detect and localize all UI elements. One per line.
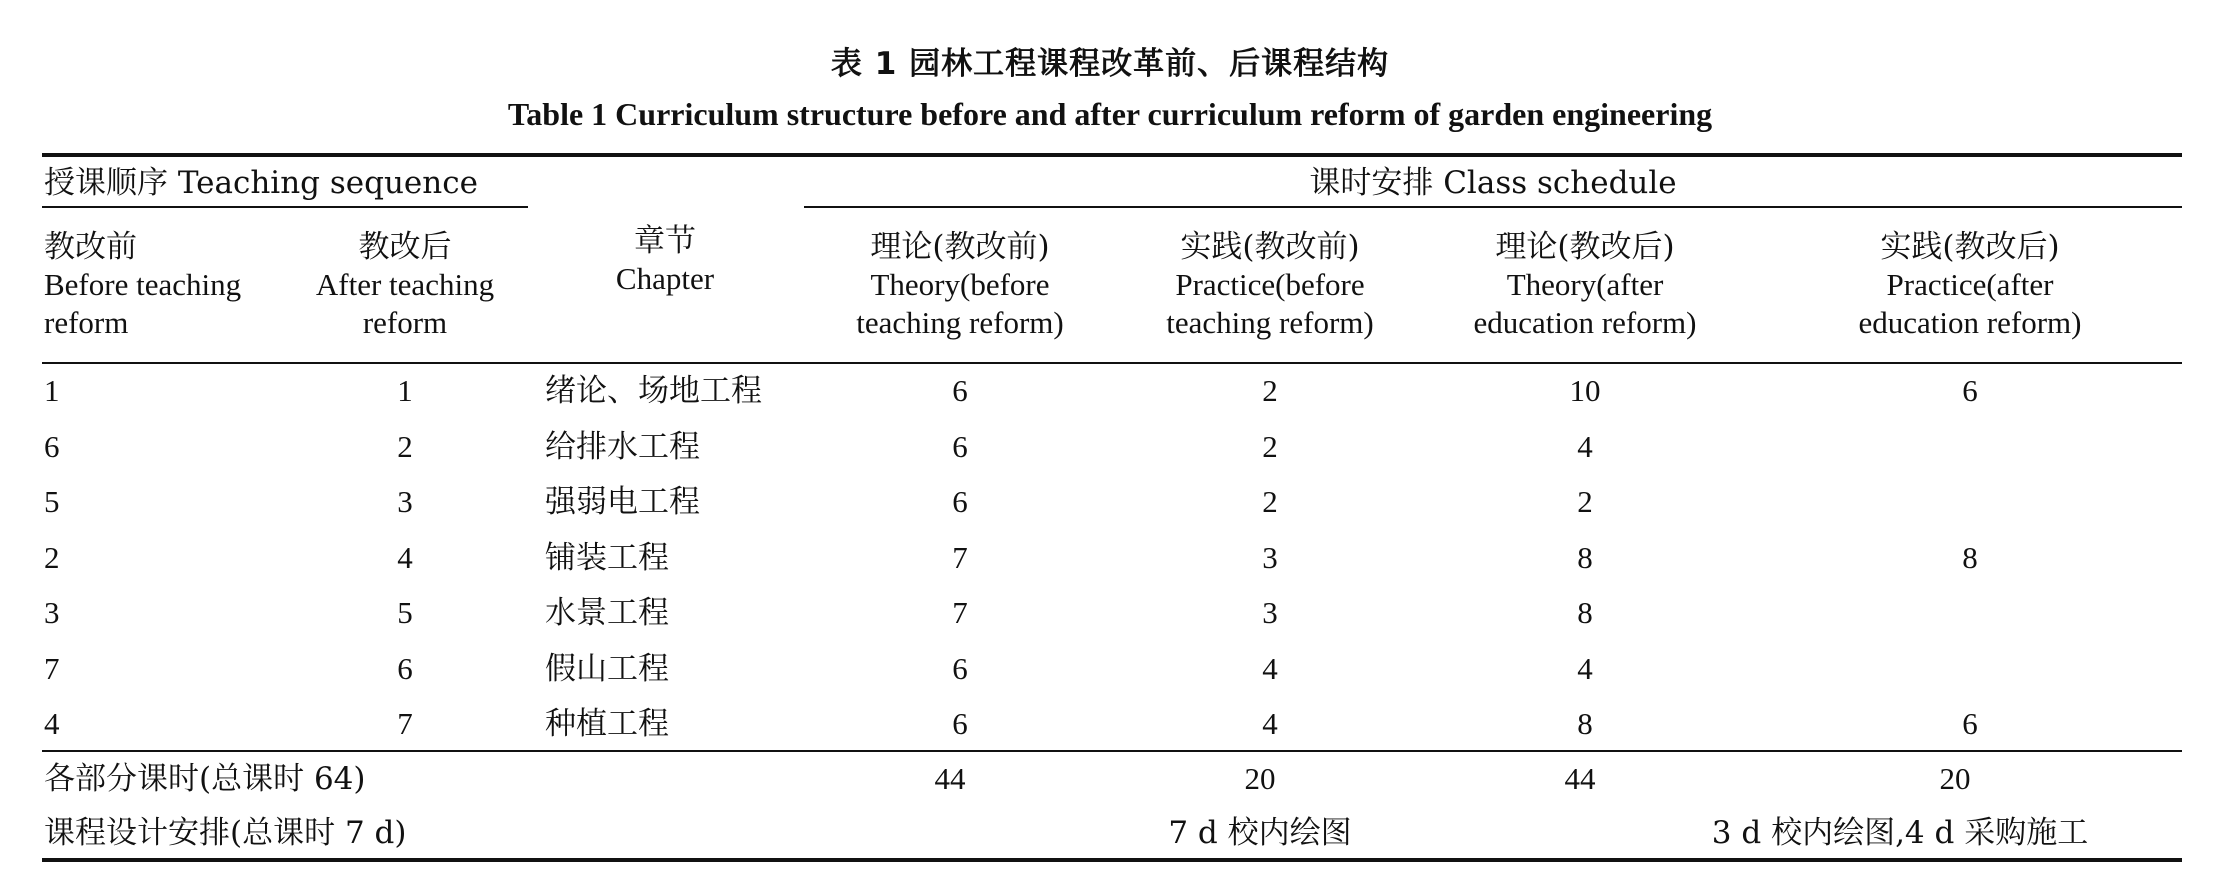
design-before: 7 d 校内绘图 (1168, 815, 1352, 851)
cell-chapter: 给排水工程 (545, 429, 700, 465)
cell-before: 3 (44, 595, 60, 630)
cell-chapter: 绪论、场地工程 (545, 373, 762, 409)
totals-theory-before: 44 (934, 761, 966, 796)
header-teaching-sequence: 授课顺序 Teaching sequence (44, 165, 478, 201)
cell-after: 1 (397, 373, 413, 408)
bottom-rule (42, 858, 2182, 862)
cell-after: 2 (397, 429, 413, 464)
cell-theory-before: 6 (952, 651, 968, 686)
header-chapter: 章节 Chapter (615, 223, 715, 296)
header-theory-before: 理论(教改前) Theory(before teaching reform) (856, 229, 1064, 340)
cell-theory-after: 2 (1577, 484, 1593, 519)
cell-theory-before: 6 (952, 429, 968, 464)
cell-theory-before: 7 (952, 540, 968, 575)
header-before-reform: 教改前 Before teaching reform (44, 229, 242, 340)
cell-practice-before: 4 (1262, 706, 1278, 741)
cell-before: 6 (44, 429, 60, 464)
cell-practice-before: 3 (1262, 540, 1278, 575)
cell-practice-after: 8 (1962, 540, 1978, 575)
cell-chapter: 假山工程 (545, 651, 669, 687)
cell-theory-before: 6 (952, 484, 968, 519)
cell-after: 6 (397, 651, 413, 686)
cell-practice-after: 6 (1962, 706, 1978, 741)
table-caption-en: Table 1 Curriculum structure before and after curriculum reform of garden engineering (507, 96, 1713, 132)
cell-chapter: 铺装工程 (545, 540, 669, 576)
cell-theory-after: 8 (1577, 595, 1593, 630)
cell-practice-before: 4 (1262, 651, 1278, 686)
header-practice-after: 实践(教改后) Practice(after education reform) (1858, 229, 2082, 340)
cell-practice-after: 6 (1962, 373, 1978, 408)
totals-label: 各部分课时(总课时 64) (44, 761, 366, 797)
cell-practice-before: 2 (1262, 484, 1278, 519)
design-label: 课程设计安排(总课时 7 d) (44, 815, 407, 851)
header-bottom-rule (42, 362, 2182, 364)
totals-practice-before: 20 (1244, 761, 1276, 796)
cell-practice-before: 2 (1262, 373, 1278, 408)
cell-practice-before: 2 (1262, 429, 1278, 464)
table-caption-cn: 表 1 园林工程课程改革前、后课程结构 (830, 46, 1390, 82)
totals-practice-after: 20 (1939, 761, 1971, 796)
design-after: 3 d 校内绘图,4 d 采购施工 (1711, 815, 2089, 851)
cell-after: 4 (397, 540, 413, 575)
cell-chapter: 强弱电工程 (545, 484, 700, 520)
cell-before: 2 (44, 540, 60, 575)
header-practice-before: 实践(教改前) Practice(before teaching reform) (1166, 229, 1374, 340)
cell-theory-after: 10 (1569, 373, 1601, 408)
cell-chapter: 水景工程 (545, 595, 669, 631)
cell-before: 5 (44, 484, 60, 519)
header-theory-after: 理论(教改后) Theory(after education reform) (1473, 229, 1697, 340)
totals-theory-after: 44 (1564, 761, 1596, 796)
cell-after: 7 (397, 706, 413, 741)
cell-before: 4 (44, 706, 60, 741)
cell-theory-after: 8 (1577, 706, 1593, 741)
cell-before: 1 (44, 373, 60, 408)
cell-theory-before: 6 (952, 706, 968, 741)
header-after-reform: 教改后 After teaching reform (315, 229, 495, 340)
cell-theory-after: 8 (1577, 540, 1593, 575)
teaching-sequence-underline (42, 206, 528, 208)
top-rule (42, 153, 2182, 157)
cell-before: 7 (44, 651, 60, 686)
cell-practice-before: 3 (1262, 595, 1278, 630)
header-class-schedule: 课时安排 Class schedule (1309, 165, 1677, 201)
cell-after: 3 (397, 484, 413, 519)
class-schedule-underline (804, 206, 2182, 208)
cell-theory-before: 7 (952, 595, 968, 630)
cell-theory-after: 4 (1577, 429, 1593, 464)
cell-after: 5 (397, 595, 413, 630)
body-bottom-rule (42, 750, 2182, 752)
cell-chapter: 种植工程 (545, 706, 669, 742)
cell-theory-after: 4 (1577, 651, 1593, 686)
cell-theory-before: 6 (952, 373, 968, 408)
